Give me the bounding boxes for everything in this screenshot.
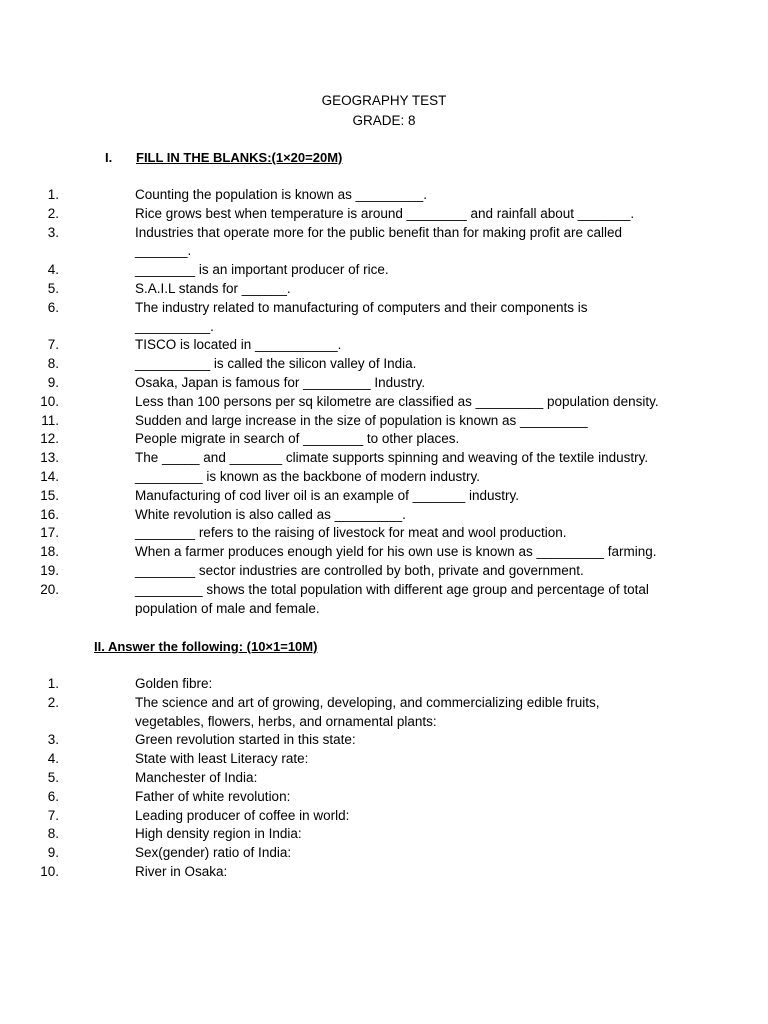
question-text: Sudden and large increase in the size of population is known as _________ — [135, 412, 588, 428]
page-title: GEOGRAPHY TEST — [321, 93, 447, 108]
question-text: State with least Literacy rate: — [135, 751, 309, 767]
question-number: 11. — [41, 412, 59, 428]
question-item — [0, 261, 695, 280]
question-number: 5. — [47, 769, 59, 785]
question-text: Sex(gender) ratio of India: — [135, 845, 292, 861]
question-number: 8. — [47, 356, 59, 372]
question-item — [0, 788, 695, 807]
question-text: Father of white revolution: — [135, 788, 291, 804]
section-1-heading: FILL IN THE BLANKS:(1×20=20M) — [136, 150, 343, 165]
question-number: 14. — [40, 468, 59, 484]
question-number: 20. — [40, 581, 59, 597]
question-text: Osaka, Japan is famous for _________ Industry. — [135, 374, 426, 390]
question-text: When a farmer produces enough yield for his own use is known as _________ farming. — [135, 544, 657, 560]
question-item — [0, 186, 695, 205]
question-text: Manufacturing of cod liver oil is an example of _______ industry. — [135, 487, 519, 503]
question-item — [0, 393, 695, 412]
question-item — [0, 487, 695, 506]
section-1-numeral: I. — [105, 150, 113, 165]
question-item — [0, 355, 695, 374]
question-item — [0, 224, 695, 262]
grade-label: GRADE: 8 — [352, 113, 416, 128]
question-text: _______. — [135, 243, 192, 259]
question-text: High density region in India: — [135, 826, 302, 842]
question-number: 10. — [40, 863, 59, 879]
question-item — [0, 412, 695, 431]
question-item — [0, 336, 695, 355]
question-number: 2. — [47, 205, 59, 221]
question-item — [0, 299, 695, 337]
question-text: _________ is known as the backbone of modern industry. — [135, 468, 480, 484]
question-text: Golden fibre: — [135, 676, 213, 691]
question-item — [0, 825, 695, 844]
question-item — [0, 863, 695, 882]
question-text: The _____ and _______ climate supports spinning and weaving of the textile industry. — [135, 450, 649, 466]
question-number: 4. — [47, 751, 59, 767]
question-item — [0, 468, 695, 487]
question-item — [0, 562, 695, 581]
question-text: _________ shows the total population with different age group and percentage of total — [135, 581, 649, 597]
question-text: ________ sector industries are controlled by both, private and government. — [135, 562, 584, 578]
section-2-heading: II. Answer the following: (10×1=10M) — [94, 639, 318, 654]
question-item — [0, 430, 695, 449]
question-item — [0, 506, 695, 525]
question-item — [0, 524, 695, 543]
question-text: population of male and female. — [135, 600, 320, 616]
question-text: Industries that operate more for the public benefit than for making profit are called — [135, 224, 623, 240]
question-text: White revolution is also called as _________. — [135, 506, 406, 522]
question-number: 7. — [47, 807, 59, 823]
question-text: Green revolution started in this state: — [135, 732, 356, 748]
question-text: People migrate in search of ________ to other places. — [135, 431, 460, 447]
answer-following-list — [0, 675, 695, 882]
question-number: 17. — [40, 525, 59, 541]
question-item — [0, 543, 695, 562]
question-number: 2. — [47, 694, 59, 710]
question-number: 10. — [40, 393, 59, 409]
question-number: 19. — [40, 562, 59, 578]
question-number: 13. — [40, 450, 59, 466]
question-number: 6. — [47, 788, 59, 804]
question-item — [0, 581, 695, 619]
question-number: 18. — [40, 544, 59, 560]
question-number: 9. — [47, 845, 59, 861]
question-number: 3. — [47, 732, 59, 748]
question-item — [0, 769, 695, 788]
question-text: S.A.I.L stands for ______. — [135, 280, 291, 296]
question-text: Less than 100 persons per sq kilometre are classified as _________ population density. — [135, 393, 659, 409]
question-text: Manchester of India: — [135, 769, 258, 785]
question-item — [0, 844, 695, 863]
question-number: 15. — [40, 487, 59, 503]
question-text: vegetables, flowers, herbs, and ornamental plants: — [135, 713, 437, 729]
question-text: ________ is an important producer of rice. — [135, 262, 389, 278]
question-text: River in Osaka: — [135, 863, 228, 879]
question-item — [0, 449, 695, 468]
question-number: 5. — [47, 280, 59, 296]
question-item — [0, 731, 695, 750]
question-item — [0, 374, 695, 393]
question-number: 1. — [47, 676, 59, 691]
question-number: 12. — [40, 431, 59, 447]
question-number: 4. — [47, 262, 59, 278]
question-item — [0, 807, 695, 826]
question-item — [0, 205, 695, 224]
question-number: 1. — [47, 187, 59, 202]
question-text: Leading producer of coffee in world: — [135, 807, 350, 823]
fill-in-blanks-list — [0, 186, 695, 618]
question-text: The science and art of growing, developing, and commercializing edible fruits, — [135, 694, 600, 710]
question-text: Counting the population is known as _________. — [135, 187, 427, 202]
question-text: Rice grows best when temperature is around ________ and rainfall about _______. — [135, 205, 635, 221]
question-text: ________ refers to the raising of livestock for meat and wool production. — [135, 525, 567, 541]
question-number: 9. — [47, 374, 59, 390]
question-text: __________. — [135, 318, 214, 334]
question-number: 3. — [47, 224, 59, 240]
question-number: 7. — [47, 337, 59, 353]
question-text: TISCO is located in ___________. — [135, 337, 342, 353]
question-number: 6. — [47, 299, 59, 315]
question-number: 8. — [47, 826, 59, 842]
question-item — [0, 675, 695, 694]
question-item — [0, 750, 695, 769]
question-text: __________ is called the silicon valley of India. — [135, 356, 417, 372]
question-item — [0, 280, 695, 299]
question-item — [0, 694, 695, 732]
question-number: 16. — [40, 506, 59, 522]
question-text: The industry related to manufacturing of computers and their components is — [135, 299, 588, 315]
